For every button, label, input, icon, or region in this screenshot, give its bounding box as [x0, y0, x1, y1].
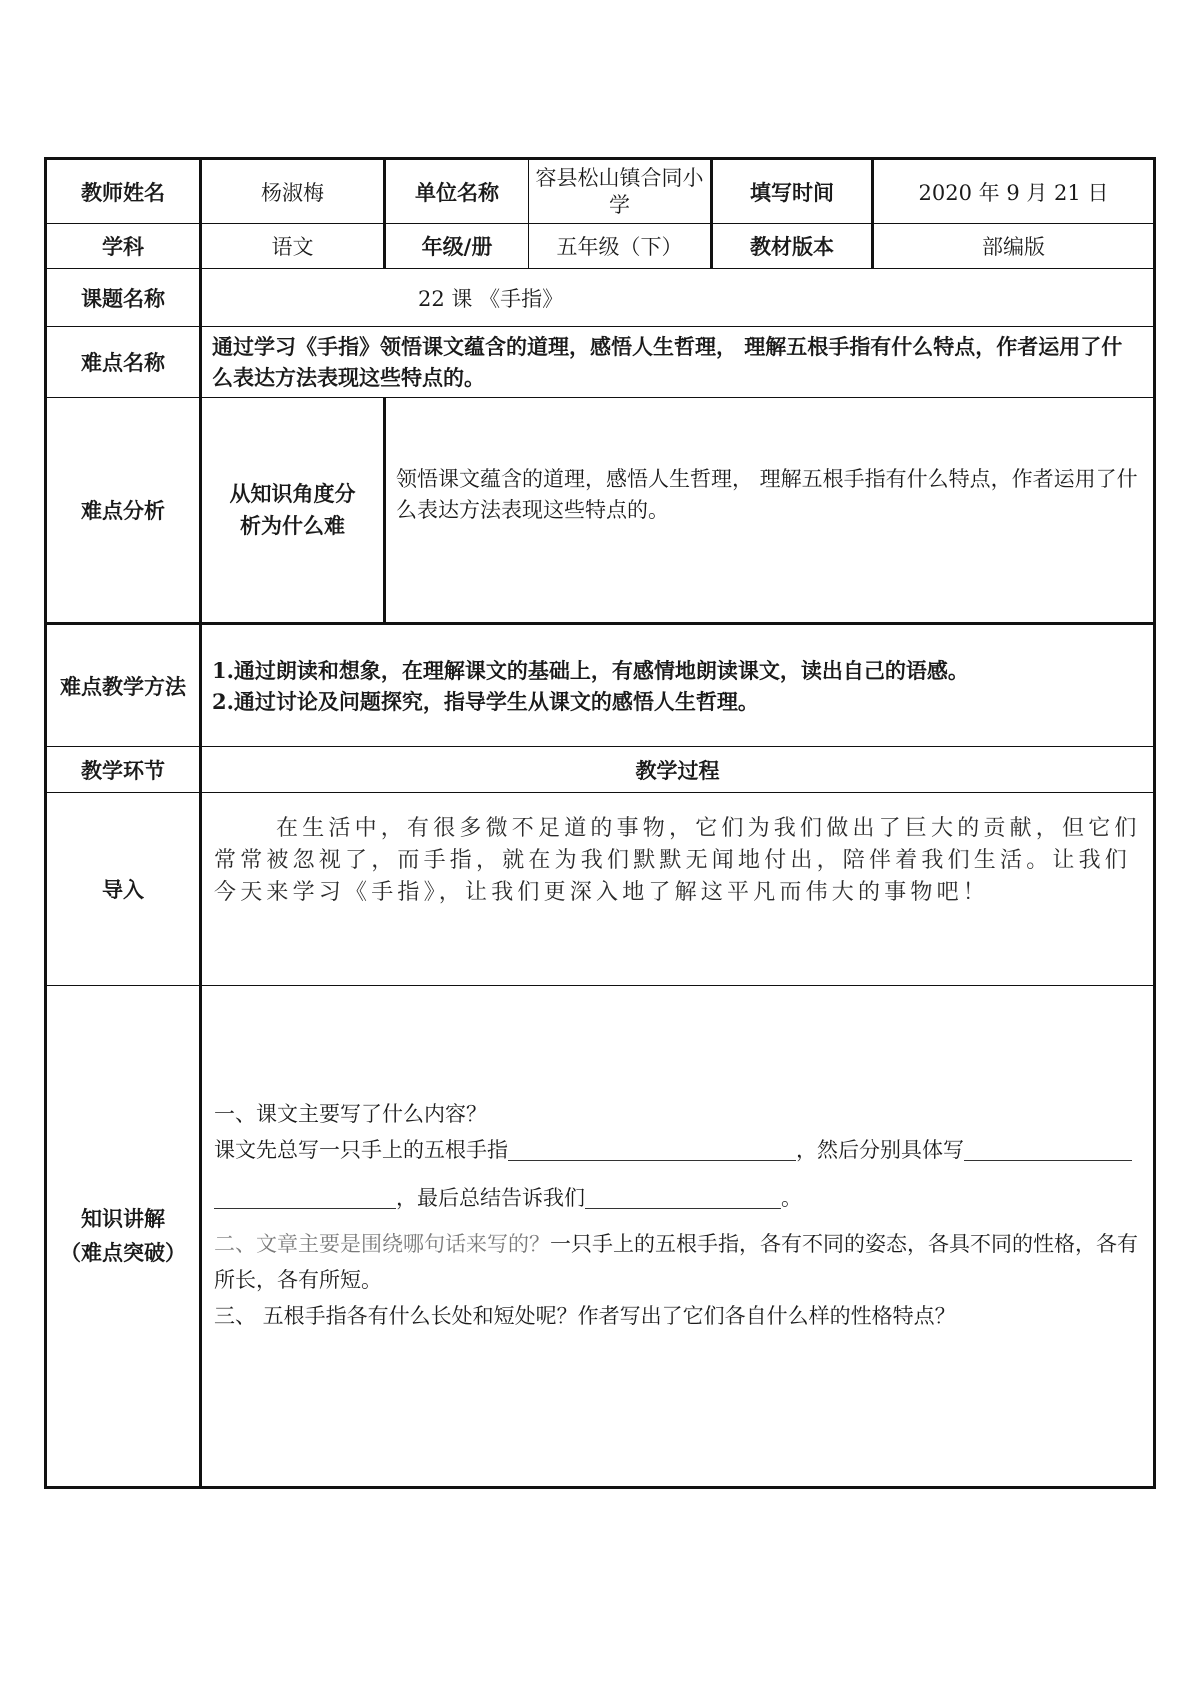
knowledge-label-line-1: 知识讲解	[81, 1207, 165, 1231]
intro-text-cell	[201, 793, 1155, 986]
teaching-method-label: 难点教学方法	[46, 624, 201, 747]
teaching-step-label: 教学环节	[46, 747, 201, 793]
teaching-method-line-1: 1.通过朗读和想象，在理解课文的基础上，有感情地朗读课文，读出自己的语感。	[212, 657, 969, 683]
difficulty-analysis-label: 难点分析	[46, 398, 201, 624]
difficulty-name-value: 通过学习《手指》领悟课文蕴含的道理，感悟人生哲理， 理解五根手指有什么特点，作者运用了什么表达方法表现这些特点的。	[201, 327, 1155, 398]
edition-label: 教材版本	[712, 224, 873, 269]
subject-value: 语文	[201, 224, 385, 269]
fill-date-label: 填写时间	[712, 159, 873, 224]
topic-value: 22 课 《手指》	[201, 269, 1155, 327]
lesson-plan-table	[44, 157, 1153, 1489]
teaching-method-line-2: 2.通过讨论及问题探究，指导学生从课文的感悟人生哲理。	[212, 688, 759, 714]
intro-label: 导入	[46, 793, 201, 986]
question-1: 一、课文主要写了什么内容？	[214, 1102, 487, 1126]
teacher-name-value: 杨淑梅	[201, 159, 385, 224]
difficulty-analysis-sublabel: 从知识角度分析为什么难	[201, 398, 385, 624]
question-1-line-2: ，最后总结告诉我们 。	[214, 1180, 1141, 1216]
question-2: 二、文章主要是围绕哪句话来写的？一只手上的五根手指，各有不同的姿态，各具不同的性格，各有所长，各有所短。	[214, 1232, 1138, 1292]
edition-value: 部编版	[873, 224, 1155, 269]
difficulty-analysis-value: 领悟课文蕴含的道理，感悟人生哲理， 理解五根手指有什么特点，作者运用了什么表达方法表现这些特点的。	[385, 398, 1155, 624]
grade-label: 年级/册	[385, 224, 529, 269]
unit-name-label: 单位名称	[385, 159, 529, 224]
answer-blank-4[interactable]	[585, 1184, 781, 1209]
teacher-name-label: 教师姓名	[46, 159, 201, 224]
knowledge-label	[46, 986, 201, 1488]
grade-value: 五年级（下）	[529, 224, 712, 269]
subject-label: 学科	[46, 224, 201, 269]
topic-label: 课题名称	[46, 269, 201, 327]
intro-text: 在生活中，有很多微不足道的事物，它们为我们做出了巨大的贡献，但它们常常被忽视了，而手指，就在为我们默默无闻地付出，陪伴着我们生活。让我们今天来学习《手指》，让我们更深入地了解这平凡而伟大的事物吧！	[214, 816, 1141, 905]
teaching-method-value	[201, 624, 1155, 747]
question-3: 三、 五根手指各有什么长处和短处呢？作者写出了它们各自什么样的性格特点？	[214, 1304, 956, 1328]
difficulty-name-label: 难点名称	[46, 327, 201, 398]
teaching-process-label: 教学过程	[201, 747, 1155, 793]
knowledge-content	[201, 986, 1155, 1488]
question-1-line-1: 课文先总写一只手上的五根手指 ，然后分别具体写	[214, 1132, 1141, 1168]
answer-blank-1[interactable]	[508, 1136, 796, 1161]
knowledge-label-line-2: （难点突破）	[60, 1241, 186, 1265]
answer-blank-3[interactable]	[214, 1184, 396, 1209]
fill-date-value: 2020 年 9 月 21 日	[873, 159, 1155, 224]
unit-name-value: 容县松山镇合同小学	[529, 159, 712, 224]
answer-blank-2[interactable]	[964, 1136, 1132, 1161]
